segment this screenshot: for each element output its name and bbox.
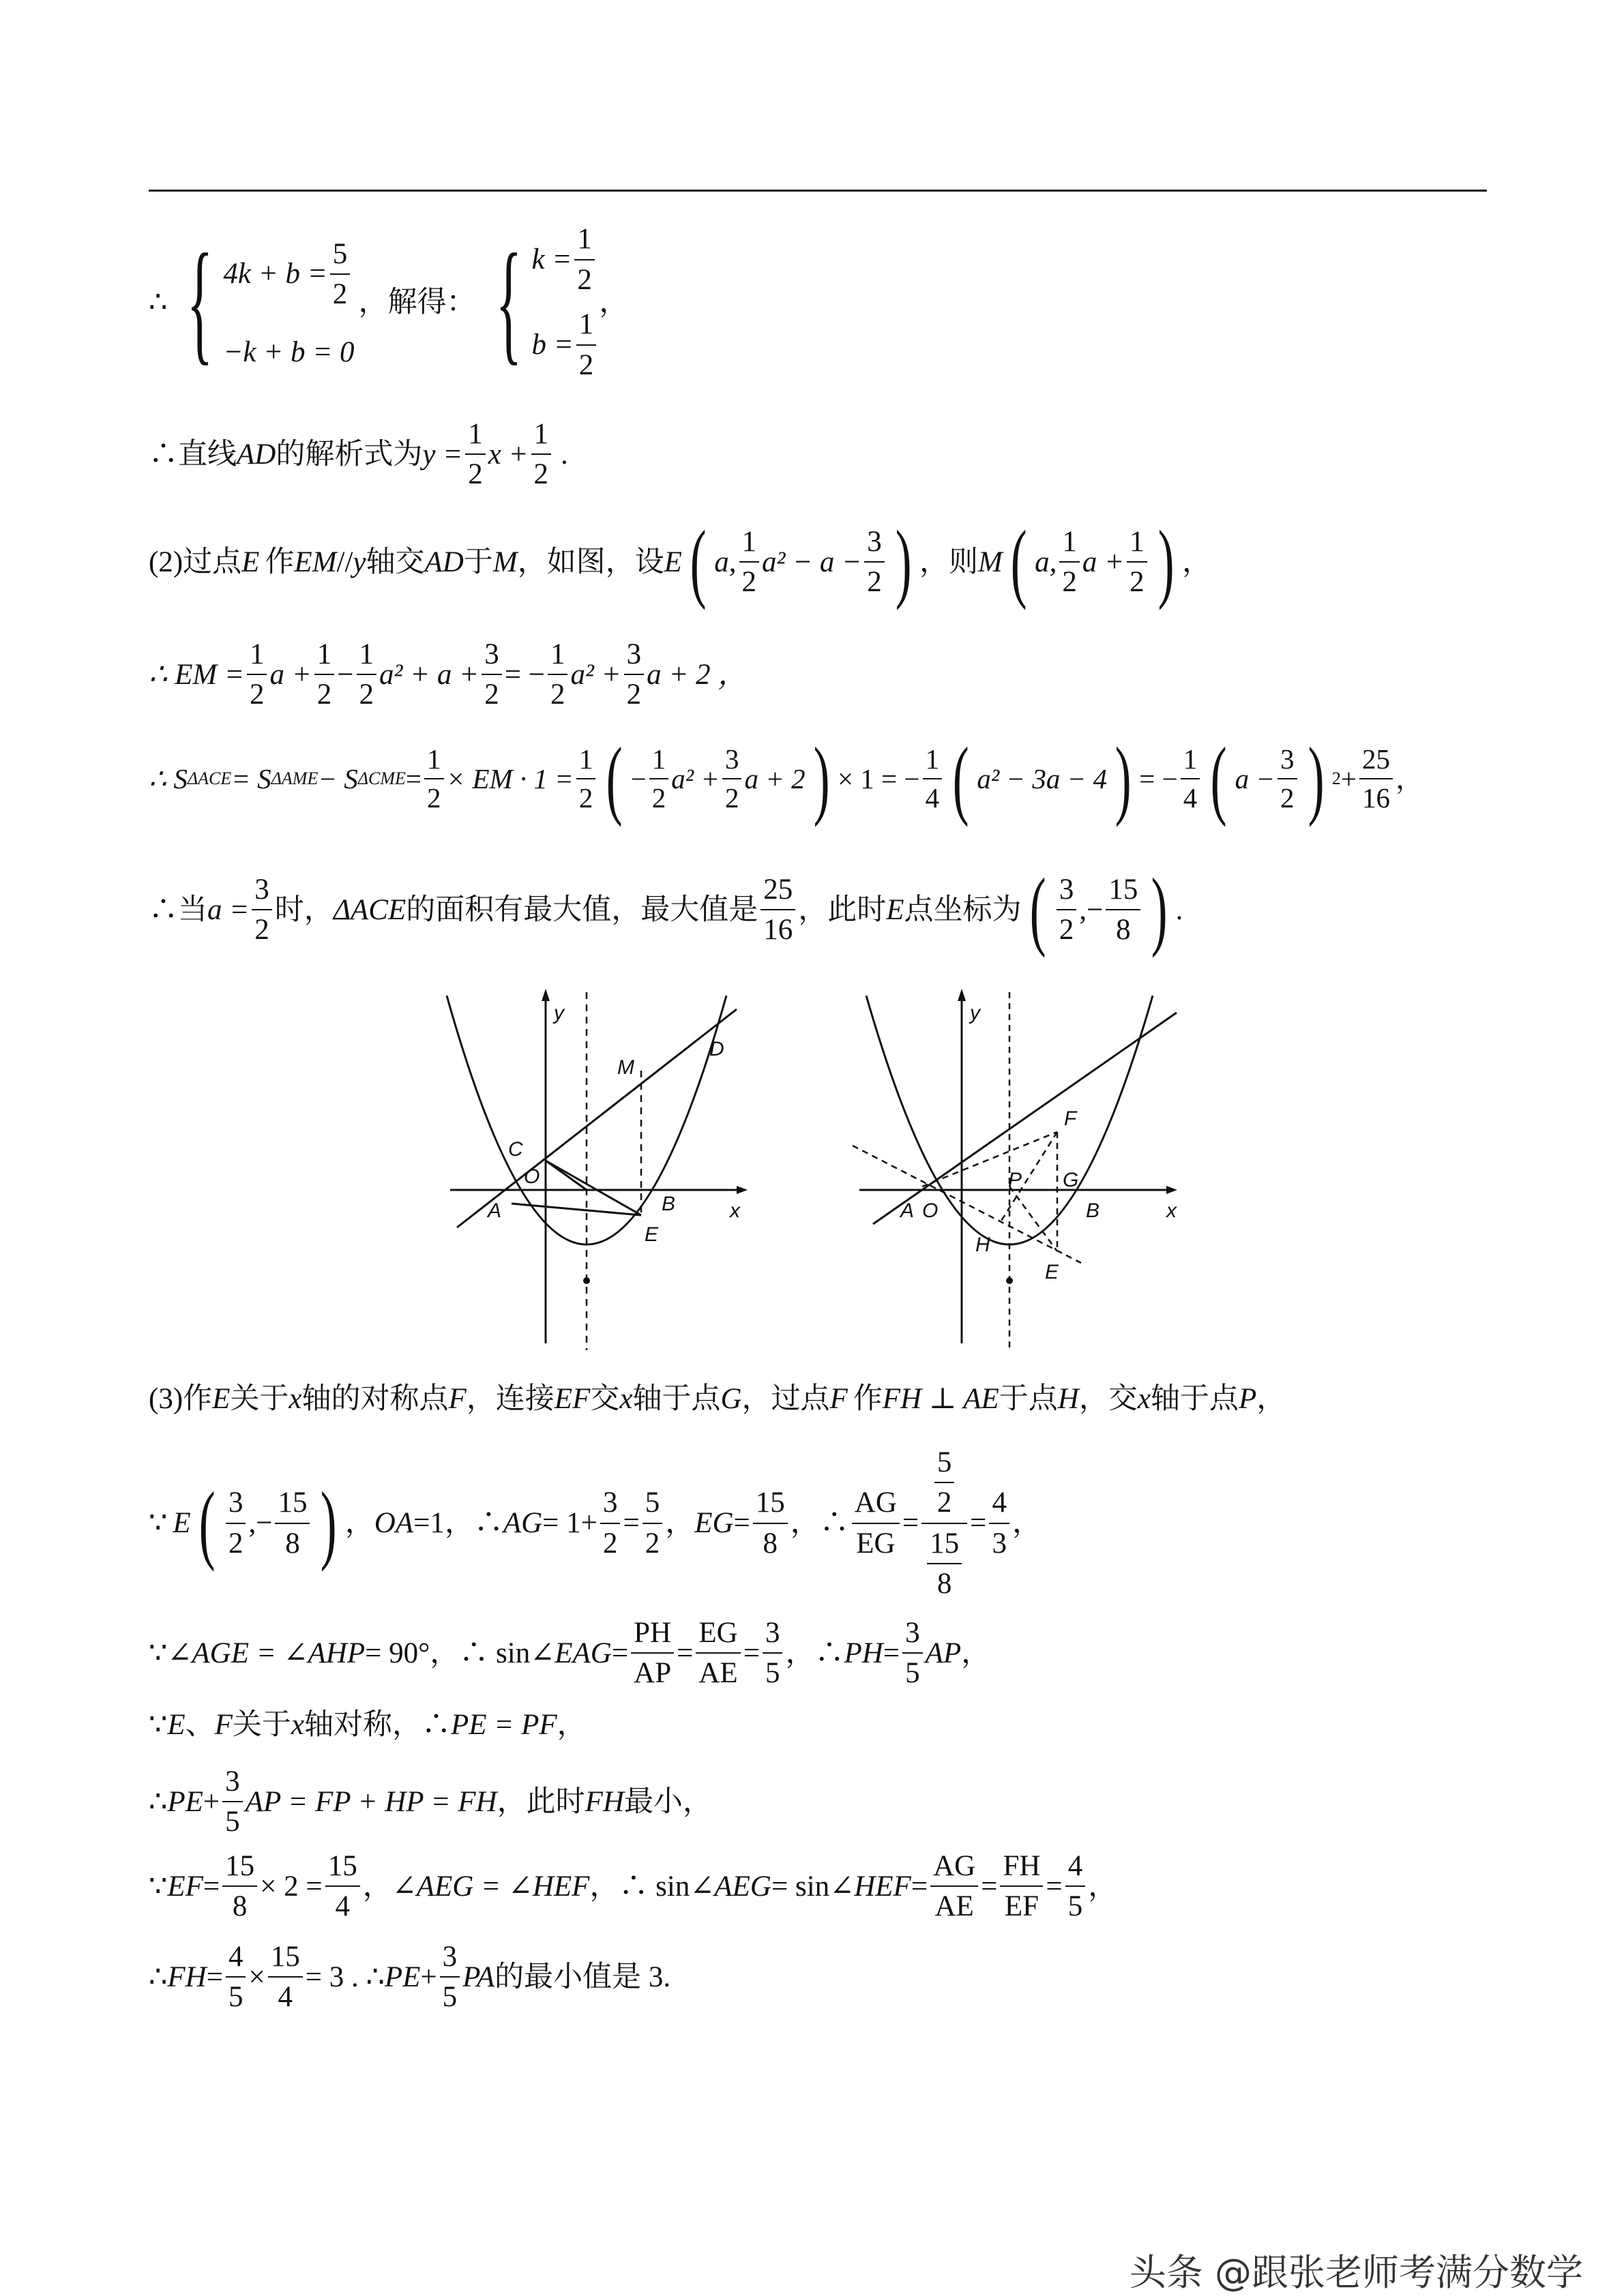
em-expression: ∴ EM = $\frac{1}{2}$ a + $\frac{1}{2}$ − $\frac{1}{2}$ a² + a + $\frac{3}{2}$ = − $\frac{1}{2}$ a² + $\frac{3}{2}$ a + 2 ，: [149, 638, 748, 711]
watermark: 头条 @跟张老师考满分数学: [1129, 2251, 1583, 2294]
complex-fraction: $\frac{\frac{5}{2}}{\frac{15}{8}}$: [921, 1446, 967, 1601]
pe-line: ∴ PE + $\frac{3}{5}$ AP = FP + HP = FH ，此时 FH 最小，: [149, 1765, 712, 1838]
label-d: D: [709, 1038, 724, 1060]
equation-2: −k + b = 0: [223, 336, 355, 369]
label-e: E: [1045, 1261, 1059, 1283]
label-x: x: [1166, 1199, 1177, 1222]
label-b: B: [662, 1193, 676, 1215]
label-m: M: [617, 1056, 634, 1079]
line-ae-extended: [853, 1146, 1081, 1263]
label-y: y: [970, 1002, 980, 1024]
b-value: b = $\frac{1}{2}$: [532, 308, 600, 382]
label-c: C: [508, 1138, 523, 1161]
segment-ae: [512, 1204, 641, 1215]
solve-label: ，解得：: [358, 286, 476, 318]
figure-left: [437, 982, 778, 1350]
x-axis-arrow: [737, 1186, 748, 1194]
top-rule: [149, 190, 1487, 192]
solution: [532, 217, 600, 387]
max-value-line: ∴当 a = $\frac{3}{2}$ 时， ΔACE 的面积有最大值，最大值是 $\frac{25}{16}$ ，此时 E 点坐标为 ( $\frac{3}{2}$ ,− $\frac{15}{8}$ ) .: [149, 861, 1183, 959]
part2-intro: (2)过点 E 作 EM // y 轴交 AD 于 M ，如图，设 E ( a, $\frac{1}{2}$ a² − a − $\frac{3}{2}$ ) ，则 M ( a, $\frac{1}{2}$ a + $\frac{1}{2}$ ) ，: [149, 513, 1211, 612]
equation-1: 4k + b = $\frac{5}{2}$: [223, 237, 354, 312]
system-equations: [223, 224, 354, 381]
label-h: H: [975, 1234, 990, 1256]
line-ad: [457, 1009, 737, 1227]
left-brace-1: {: [187, 226, 213, 377]
line-ad: [873, 1013, 1177, 1224]
label-e: E: [645, 1223, 659, 1246]
y-axis-arrow: [958, 989, 966, 1001]
area-expression: ∴ S ΔACE = S ΔAME − S ΔCME = $\frac{1}{2}$ × EM · 1 = $\frac{1}{2}$ ( − $\frac{1}{2}$ a² + $\frac{3}{2}$ a + 2 ) × 1 = − $\frac{1}{4}$ ( a² − 3a − 4 ) = − $\frac{1}{4}$ ( a − $\frac{3}{2}$ ) 2 + $\frac{25}{16}$ ，: [149, 730, 1423, 829]
label-o: O: [524, 1165, 540, 1188]
k-value: k = $\frac{1}{2}$: [532, 222, 600, 297]
vertex-point: [583, 1277, 590, 1284]
part3-intro: (3)作 E 关于 x 轴的对称点 F ，连接 EF 交 x 轴于点 G ，过点 F 作 FH ⊥ AE 于点 H ，交 x 轴于点 P ，: [149, 1383, 1286, 1415]
line-ad-equation: ∴直线 AD 的解析式为 y = $\frac{1}{2}$ x + $\frac{1}{2}$ .: [149, 418, 568, 491]
system-line: ∴ { 4k + b = $\frac{5}{2}$ −k + b = 0 ，解得： { k = $\frac{1}{2}$ b = $\frac{1}{2}$ ，: [149, 217, 628, 387]
therefore-symbol: ∴: [149, 286, 168, 318]
label-p: P: [1008, 1169, 1022, 1191]
vertex-point: [1006, 1277, 1013, 1284]
left-brace-2: {: [495, 226, 522, 377]
label-f: F: [1064, 1107, 1077, 1130]
fh-line: ∴ FH = $\frac{4}{5}$ × $\frac{15}{4}$ = 3 . ∴ PE + $\frac{3}{5}$ PA 的最小值是 3.: [149, 1941, 671, 2014]
segment-pe: [1009, 1187, 1057, 1251]
label-a: A: [900, 1199, 915, 1222]
label-a: A: [488, 1199, 502, 1222]
label-y: y: [554, 1002, 564, 1024]
segment-co: [546, 1161, 587, 1190]
figure-right: [846, 982, 1200, 1350]
y-axis-arrow: [542, 989, 550, 1001]
sin-line: ∵ ∠AGE = ∠AHP = 90°，∴ sin ∠EAG = $\frac{PH}{AP}$ = $\frac{EG}{AE}$ = $\frac{3}{5}$ ，∴ PH = $\frac{3}{5}$ AP ，: [149, 1617, 991, 1690]
label-o: O: [922, 1199, 939, 1222]
symmetry-line: ∵ E 、 F 关于 x 轴对称，∴ PE = PF ，: [149, 1709, 587, 1741]
label-g: G: [1063, 1169, 1079, 1191]
x-axis-arrow: [1166, 1186, 1177, 1194]
ag-line: ∵ E ( $\frac{3}{2}$ ,− $\frac{15}{8}$ ) ， OA =1，∴ AG = 1+ $\frac{3}{2}$ = $\frac{5}{2}$ ， EG = $\frac{15}{8}$ ，∴ $\frac{AG}{EG}$ = $\frac{\frac{5}{2}}{\frac{15}{8}}$ = $\frac{4}{3}$ ，: [149, 1446, 1042, 1600]
label-x: x: [730, 1199, 740, 1222]
label-b: B: [1086, 1199, 1100, 1222]
segment-af: [922, 1132, 1057, 1187]
ef-line: ∵ EF = $\frac{15}{8}$ × 2 = $\frac{15}{4}$ ， ∠AEG = ∠HEF ，∴ sin ∠AEG = sin ∠HEF = $\frac{AG}{AE}$ = $\frac{FH}{EF}$ = $\frac{4}{5}$ ，: [149, 1850, 1118, 1923]
